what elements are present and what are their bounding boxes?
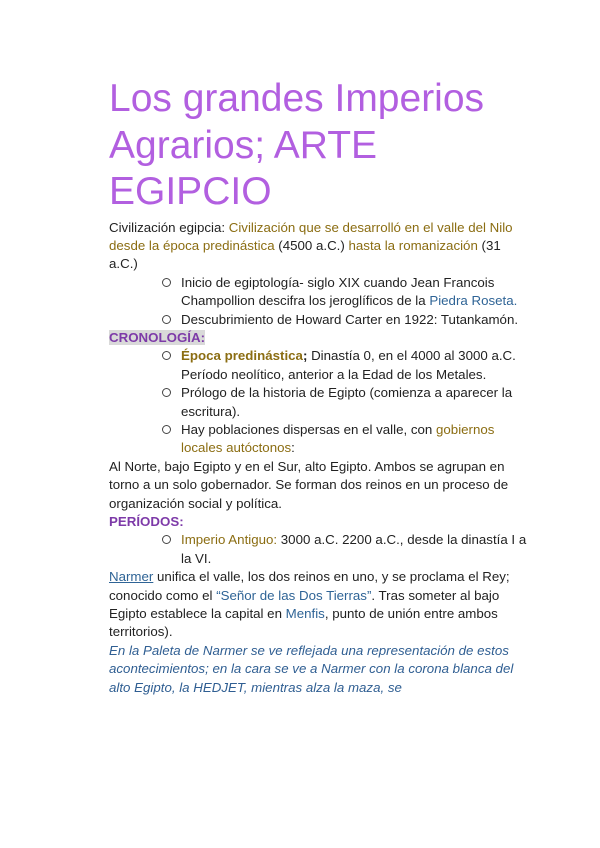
term-imperio-antiguo: Imperio Antiguo: xyxy=(181,532,278,548)
title-line-3: EGIPCIO xyxy=(109,170,272,213)
term-epoca-predinastica: Época predinástica xyxy=(181,348,303,364)
cronologia-heading: CRONOLOGÍA: xyxy=(109,329,206,345)
paragraph-paleta-narmer: En la Paleta de Narmer se ve reflejada una representación de estos acontecimientos; en la cara se ve a Narmer con la corona blanca del alto Egipto, la HEDJET, mientras alza la maza, se xyxy=(109,642,514,695)
intro-lead: Civilización egipcia: xyxy=(109,219,229,235)
paragraph-norte-sur: Al Norte, bajo Egipto y en el Sur, alto Egipto. Ambos se agrupan en torno a un solo gobernador. Se forman dos reinos en un proceso de organización social y política. xyxy=(109,458,509,511)
bullet-circle-icon xyxy=(162,351,171,360)
list-item: Descubrimiento de Howard Carter en 1922: Tutankamón. xyxy=(109,311,529,329)
title-line-1: Los grandes Imperios xyxy=(109,77,485,120)
bullet-list-2 xyxy=(109,347,529,457)
intro-tail: (31 a.C.) xyxy=(109,237,501,272)
list-item: Época predinástica; Dinastía 0, en el 4000 al 3000 a.C. Período neolítico, anterior a la Edad de los Metales. xyxy=(109,347,529,384)
paragraph-narmer: Narmer unifica el valle, los dos reinos en uno, y se proclama el Rey; conocido como el “Señor de las Dos Tierras”. Tras someter al bajo Egipto establece la capital en Menfis, punto de unión entre ambos territorios). xyxy=(109,569,510,640)
bullet-list-1 xyxy=(109,274,529,329)
bullet-circle-icon xyxy=(162,388,171,397)
document-title xyxy=(109,76,529,216)
intro-highlight-2: hasta la romanización xyxy=(348,237,478,253)
quote-senor-dos-tierras: “Señor de las Dos Tierras” xyxy=(216,587,372,603)
bullet-list-3 xyxy=(109,531,529,568)
list-item: Prólogo de la historia de Egipto (comienza a aparecer la escritura). xyxy=(109,384,529,421)
intro-highlight-1: Civilización que se desarrolló en el valle del Nilo desde la época predinástica xyxy=(109,219,513,253)
link-piedra-roseta[interactable]: Piedra Roseta. xyxy=(429,293,518,309)
link-narmer[interactable]: Narmer xyxy=(109,569,154,585)
document-content xyxy=(109,76,529,697)
bullet-circle-icon xyxy=(162,278,171,287)
intro-paragraph xyxy=(109,219,529,274)
intro-mid: (4500 a.C.) xyxy=(274,237,349,253)
list-item: Imperio Antiguo: 3000 a.C. 2200 a.C., desde la dinastía I a la VI. xyxy=(109,531,529,568)
title-line-2: Agrarios; ARTE xyxy=(109,123,378,167)
bullet-circle-icon xyxy=(162,425,171,434)
bullet-circle-icon xyxy=(162,535,171,544)
highlight-gobiernos-locales: gobiernos locales autóctonos xyxy=(181,421,495,456)
city-menfis: Menfis xyxy=(285,606,325,622)
bullet-circle-icon xyxy=(162,315,171,324)
list-item: Hay poblaciones dispersas en el valle, con gobiernos locales autóctonos: xyxy=(109,421,529,458)
list-item: Inicio de egiptología- siglo XIX cuando Jean Francois Champollion descifra los jeroglíficos de la Piedra Roseta. xyxy=(109,274,529,311)
periodos-heading: PERÍODOS: xyxy=(109,514,184,529)
